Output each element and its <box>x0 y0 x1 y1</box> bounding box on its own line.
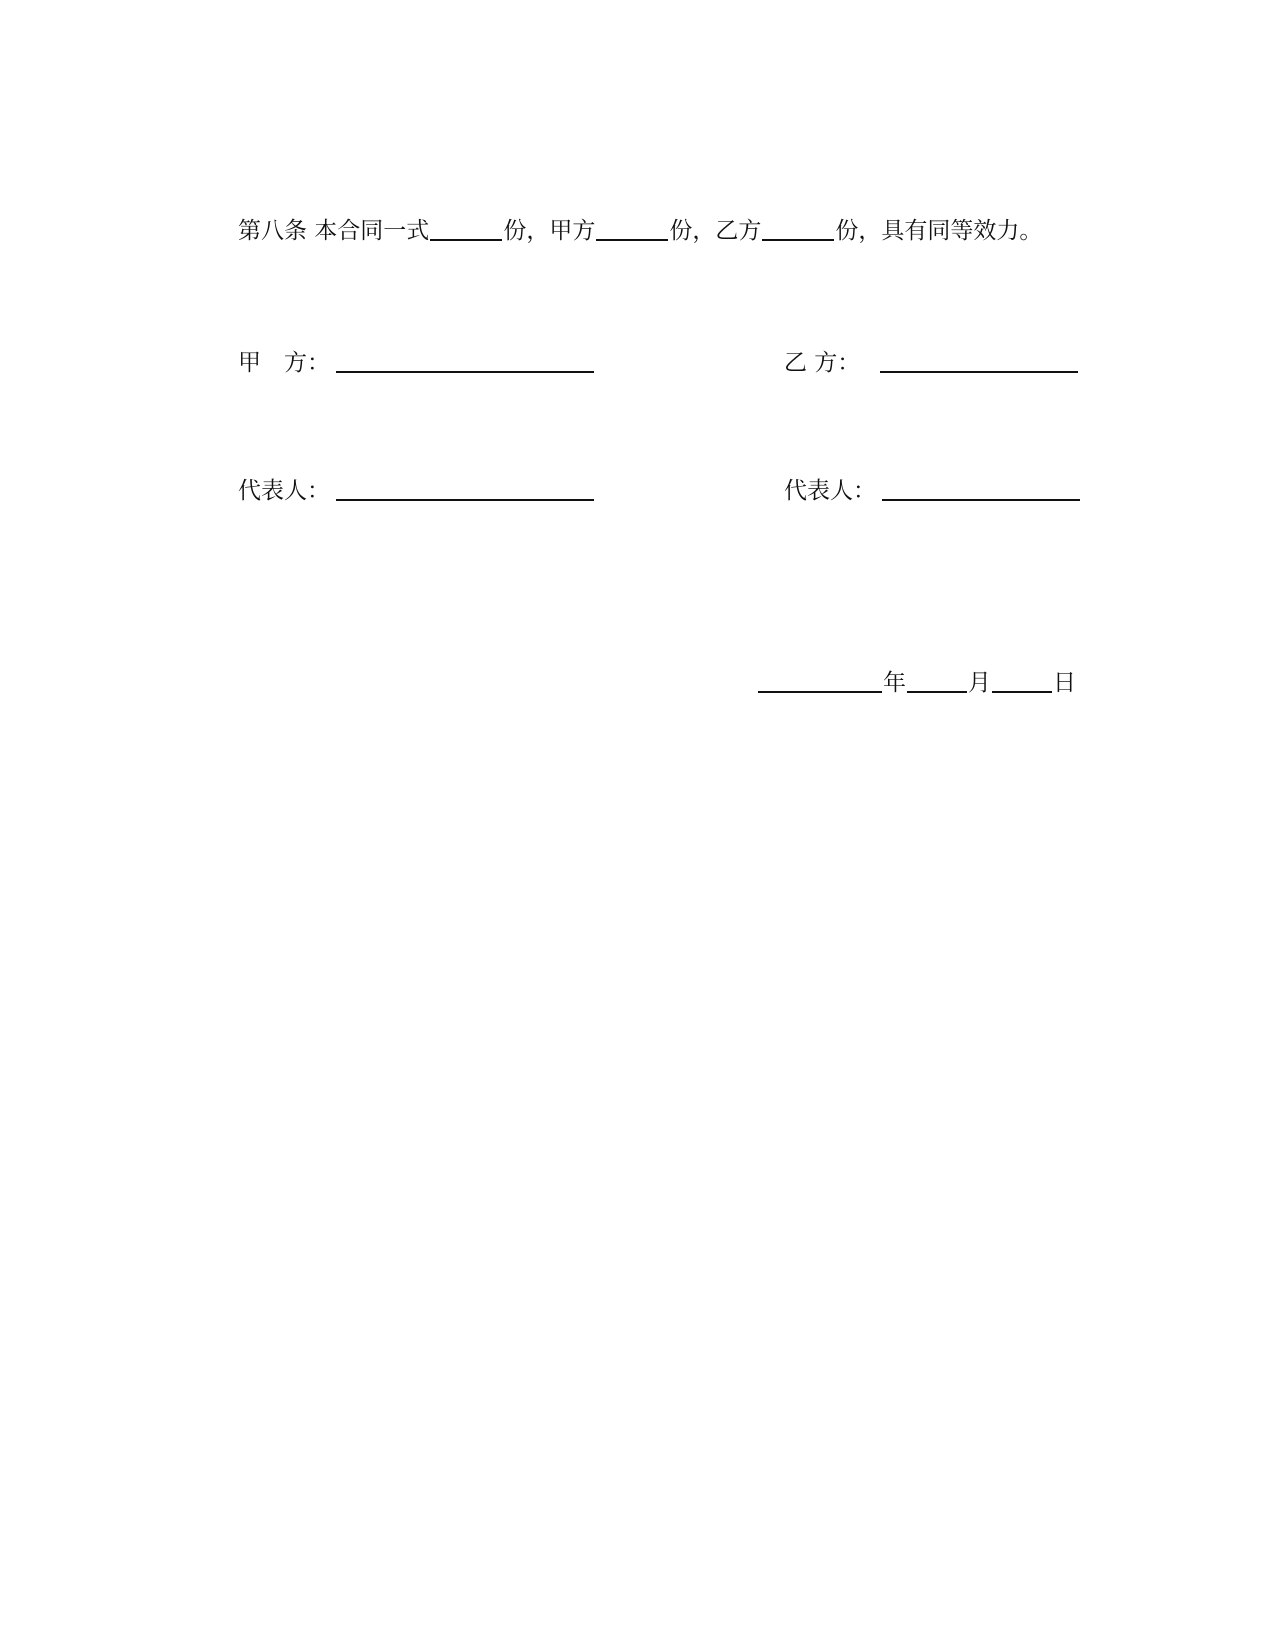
party-b-label: 乙 方： <box>784 350 861 376</box>
party-a-label: 甲 方： <box>238 350 330 376</box>
party-a-signature-line[interactable] <box>336 349 594 373</box>
year-label: 年 <box>883 670 906 696</box>
year-blank[interactable] <box>758 669 882 693</box>
party-b-copies-blank[interactable] <box>762 217 834 241</box>
party-a-copies-blank[interactable] <box>596 217 668 241</box>
party-a-row <box>238 344 594 377</box>
day-label: 日 <box>1053 670 1076 696</box>
rep-b-label: 代表人： <box>784 478 876 504</box>
rep-b-signature-line[interactable] <box>882 477 1080 501</box>
month-label: 月 <box>968 670 991 696</box>
article-8-unit-3: 份，具有同等效力。 <box>835 218 1043 244</box>
rep-a-signature-line[interactable] <box>336 477 594 501</box>
party-b-row <box>784 344 1078 377</box>
article-8-prefix: 第八条 本合同一式 <box>238 218 430 244</box>
total-copies-blank[interactable] <box>430 217 502 241</box>
rep-a-label: 代表人： <box>238 478 330 504</box>
article-8-unit-1: 份，甲方 <box>503 218 596 244</box>
day-blank[interactable] <box>992 669 1052 693</box>
article-8-unit-2: 份，乙方 <box>669 218 762 244</box>
rep-b-row <box>784 472 1080 505</box>
rep-a-row <box>238 472 594 505</box>
article-8-clause <box>238 212 1042 245</box>
date-row <box>757 664 1076 697</box>
party-b-signature-line[interactable] <box>880 349 1078 373</box>
month-blank[interactable] <box>907 669 967 693</box>
